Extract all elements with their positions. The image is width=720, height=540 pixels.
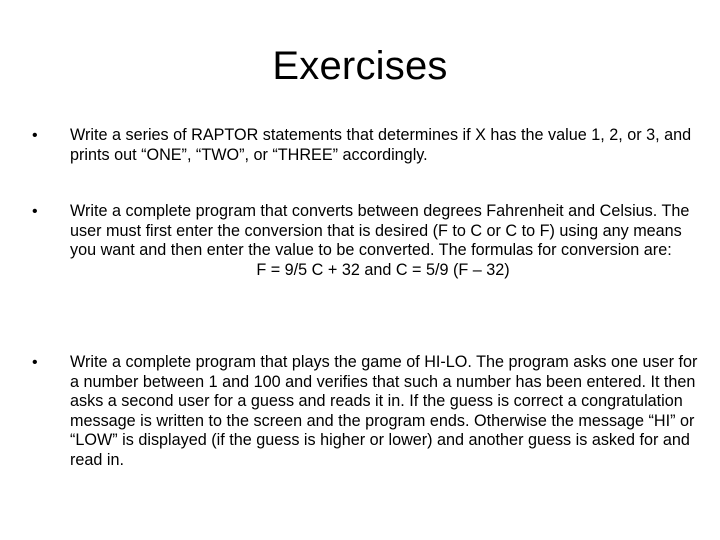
bullet-dot-icon: • bbox=[32, 354, 38, 371]
conversion-formula: F = 9/5 C + 32 and C = 5/9 (F – 32) bbox=[256, 260, 510, 279]
bullet-item bbox=[32, 202, 704, 353]
bullet-item bbox=[32, 126, 704, 202]
bullet-dot-icon: • bbox=[32, 127, 38, 144]
bullet-text: Write a complete program that converts between degrees Fahrenheit and Celsius. The user must first enter the conversion that is desired (F to C or C to F) using any means you want and then enter the value to be converted. The formulas for conversion are: bbox=[70, 202, 690, 259]
slide-title: Exercises bbox=[272, 44, 448, 88]
bullet-dot-icon: • bbox=[32, 203, 38, 220]
bullet-text: Write a complete program that plays the game of HI-LO. The program asks one user for a number between 1 and 100 and verifies that such a number has been entered. It then asks a second user for a guess and reads it in. If the guess is correct a congratulation message is written to the screen and the program ends. Otherwise the message “HI” or “LOW” is displayed (if the guess is higher or lower) and another guess is asked for and read in. bbox=[70, 353, 698, 469]
bullet-text: Write a series of RAPTOR statements that determines if X has the value 1, 2, or 3, and prints out “ONE”, “TWO”, or “THREE” accordingly. bbox=[70, 126, 692, 164]
bullet-item bbox=[32, 353, 704, 470]
bullet-list bbox=[32, 126, 704, 470]
